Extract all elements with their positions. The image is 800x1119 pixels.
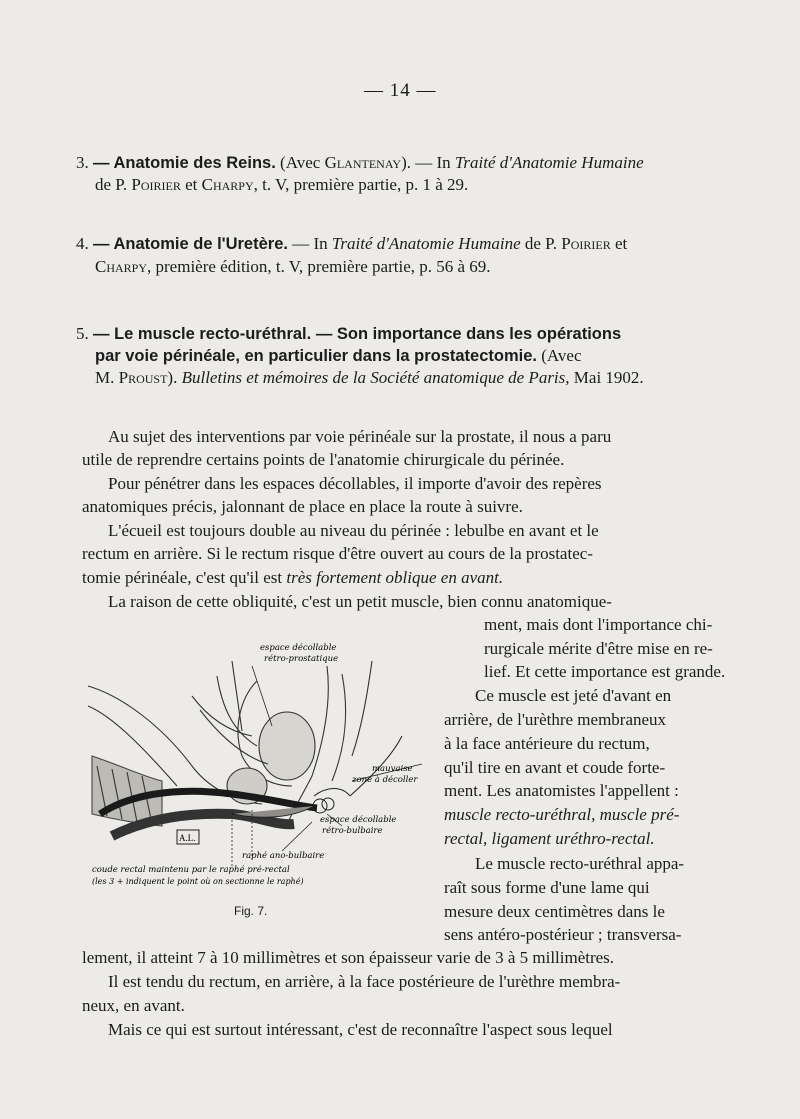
fig-label-right-1: mauvaise xyxy=(372,764,413,774)
ref-4-title: Anatomie de l'Uretère. xyxy=(113,235,288,253)
body-line: muscle recto-uréthral, muscle pré- xyxy=(444,805,680,824)
page-number: — 14 — xyxy=(364,80,437,101)
fig-label-raphe: raphé ano-bulbaire xyxy=(242,851,325,861)
body-line: ment. Les anatomistes l'appellent : xyxy=(444,781,679,800)
body-line: arrière, de l'urèthre membraneux xyxy=(444,710,667,729)
ref-5-line-2: par voie périnéale, en particulier dans la prostatectomie. (Avec xyxy=(95,346,582,365)
ref-5-title: — Le muscle recto-uréthral. — Son importance dans les opérations xyxy=(93,325,622,343)
ref-4-line-2: Charpy, première édition, t. V, première partie, p. 56 à 69. xyxy=(95,257,491,276)
fig-label-box: A.L. xyxy=(179,833,196,843)
ref-5-line-3: M. Proust). Bulletins et mémoires de la Société anatomique de Paris, Mai 1902. xyxy=(95,368,644,387)
body-line: rectal, ligament uréthro-rectal. xyxy=(444,829,655,848)
figure-caption: Fig. 7. xyxy=(234,904,268,918)
ref-3-number: 3. xyxy=(76,153,89,172)
body-line: La raison de cette obliquité, c'est un petit muscle, bien connu anatomique- xyxy=(108,592,612,611)
fig-label-bottom-2: (les 3 + indiquent le point où on sectionne le raphé) xyxy=(92,877,304,886)
body-line: Il est tendu du rectum, en arrière, à la face postérieure de l'urèthre membra- xyxy=(108,972,621,991)
ref-4-number: 4. xyxy=(76,234,89,253)
body-line: sens antéro-postérieur ; transversa- xyxy=(444,925,682,944)
body-line: anatomiques précis, jalonnant de place en place la route à suivre. xyxy=(82,497,523,516)
ref-5-line-1 xyxy=(76,323,621,345)
ref-3-title: Anatomie des Reins. xyxy=(113,154,276,172)
body-line: Le muscle recto-uréthral appa- xyxy=(475,854,685,873)
body-line: Ce muscle est jeté d'avant en xyxy=(475,686,672,705)
fig-label-top-1: espace décollable xyxy=(260,643,337,653)
body-line: raît sous forme d'une lame qui xyxy=(444,878,650,897)
body-line: L'écueil est toujours double au niveau du périnée : lebulbe en avant et le xyxy=(108,521,599,540)
body-line: Pour pénétrer dans les espaces décollables, il importe d'avoir des repères xyxy=(108,474,602,493)
anatomical-figure xyxy=(82,636,442,906)
body-line: Mais ce qui est surtout intéressant, c'est de reconnaître l'aspect sous lequel xyxy=(108,1020,613,1039)
fig-label-bottom-1: coude rectal maintenu par le raphé pré-rectal xyxy=(92,865,290,875)
fig-label-top-2: rétro-prostatique xyxy=(264,654,339,664)
body-line: lief. Et cette importance est grande. xyxy=(484,662,726,681)
ref-3-line-1: 3. — Anatomie des Reins. (Avec Glantenay). — In Traité d'Anatomie Humaine xyxy=(76,153,644,172)
body-line: utile de reprendre certains points de l'anatomie chirurgicale du périnée. xyxy=(82,450,565,469)
ref-4-line-1: 4. — Anatomie de l'Uretère. — In Traité d'Anatomie Humaine de P. Poirier et xyxy=(76,234,628,253)
body-line: mesure deux centimètres dans le xyxy=(444,902,665,921)
body-line: qu'il tire en avant et coude forte- xyxy=(444,758,666,777)
body-line: lement, il atteint 7 à 10 millimètres et son épaisseur varie de 3 à 5 millimètres. xyxy=(82,948,615,967)
body-line: neux, en avant. xyxy=(82,996,185,1015)
body-line: Au sujet des interventions par voie périnéale sur la prostate, il nous a paru xyxy=(108,427,612,446)
body-line: tomie périnéale, c'est qu'il est très fortement oblique en avant. xyxy=(82,568,504,587)
ref-5-number: 5. xyxy=(76,324,89,343)
body-line: rurgicale mérite d'être mise en re- xyxy=(484,639,713,658)
body-line: à la face antérieure du rectum, xyxy=(444,734,650,753)
body-line: rectum en arrière. Si le rectum risque d'être ouvert au cours de la prostatec- xyxy=(82,544,593,563)
ref-3-line-2: de P. Poirier et Charpy, t. V, première partie, p. 1 à 29. xyxy=(95,175,469,194)
fig-label-right-2: zone à décoller xyxy=(352,775,418,785)
fig-label-mid-1: espace décollable xyxy=(320,815,397,825)
fig-label-mid-2: rétro-bulbaire xyxy=(322,826,383,836)
body-line: ment, mais dont l'importance chi- xyxy=(484,615,713,634)
